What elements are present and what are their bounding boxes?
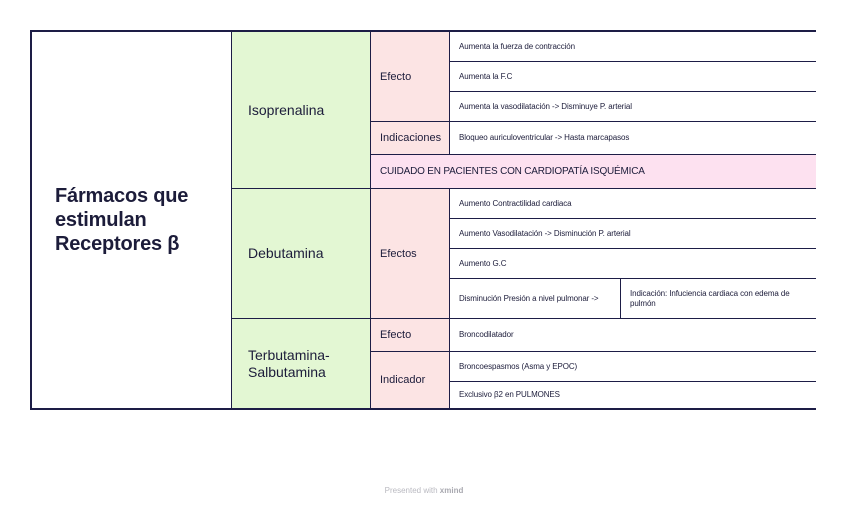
leaf-item[interactable]: Aumento Vasodilatación -> Disminución P. arterial <box>450 219 816 249</box>
drug-debutamina-label: Debutamina <box>248 245 324 261</box>
drug-debutamina[interactable] <box>232 189 371 319</box>
warning-cardiopatia[interactable] <box>371 155 816 189</box>
root-topic-line2: estimulan <box>55 209 147 231</box>
drug-isoprenalina[interactable] <box>232 32 371 189</box>
subnote-indicacion[interactable]: Indicación: Infuciencia cardiaca con edema de pulmón <box>621 279 816 319</box>
category-isoprenalina-efecto[interactable] <box>371 32 450 122</box>
category-label: Efecto <box>380 70 412 83</box>
drug-name-line2: Salbutamina <box>248 363 326 380</box>
root-topic-line3: Receptores β <box>55 233 180 255</box>
leaf-item[interactable]: Bloqueo auriculoventricular -> Hasta marcapasos <box>450 122 816 155</box>
root-topic-line1: Fármacos que <box>55 185 189 207</box>
category-label: Efecto <box>380 329 412 341</box>
footer-brand: xmind <box>439 486 464 495</box>
leaf-item[interactable]: Broncoespasmos (Asma y EPOC) <box>450 352 816 382</box>
category-terbutamina-efecto[interactable] <box>371 319 450 352</box>
leaf-item[interactable]: Broncodilatador <box>450 319 816 352</box>
footer-attribution <box>0 486 848 495</box>
mind-map <box>30 30 816 410</box>
drug-isoprenalina-label: Isoprenalina <box>248 101 325 118</box>
leaf-item[interactable]: Exclusivo β2 en PULMONES <box>450 382 816 408</box>
category-isoprenalina-indicaciones[interactable] <box>371 122 450 155</box>
leaf-item[interactable]: Aumenta la fuerza de contracción <box>450 32 816 62</box>
root-topic[interactable] <box>32 32 232 408</box>
leaf-item[interactable]: Aumenta la vasodilatación -> Disminuye P. arterial <box>450 92 816 122</box>
category-terbutamina-indicador[interactable] <box>371 352 450 408</box>
leaf-item[interactable]: Aumento Contractilidad cardiaca <box>450 189 816 219</box>
warning-label: CUIDADO EN PACIENTES CON CARDIOPATÍA ISQUÉMICA <box>380 166 645 177</box>
category-label: Indicador <box>380 374 426 386</box>
leaf-item[interactable]: Aumento G.C <box>450 249 816 279</box>
drug-name-line1: Terbutamina- <box>248 346 330 363</box>
category-label: Indicaciones <box>380 132 442 144</box>
category-debutamina-efectos[interactable] <box>371 189 450 319</box>
drug-terbutamina-salbutamina[interactable] <box>232 319 371 408</box>
leaf-item[interactable]: Disminución Presión a nivel pulmonar -> <box>450 279 621 319</box>
category-label: Efectos <box>380 247 417 260</box>
footer-prefix: Presented with <box>384 486 438 495</box>
leaf-item[interactable]: Aumenta la F.C <box>450 62 816 92</box>
